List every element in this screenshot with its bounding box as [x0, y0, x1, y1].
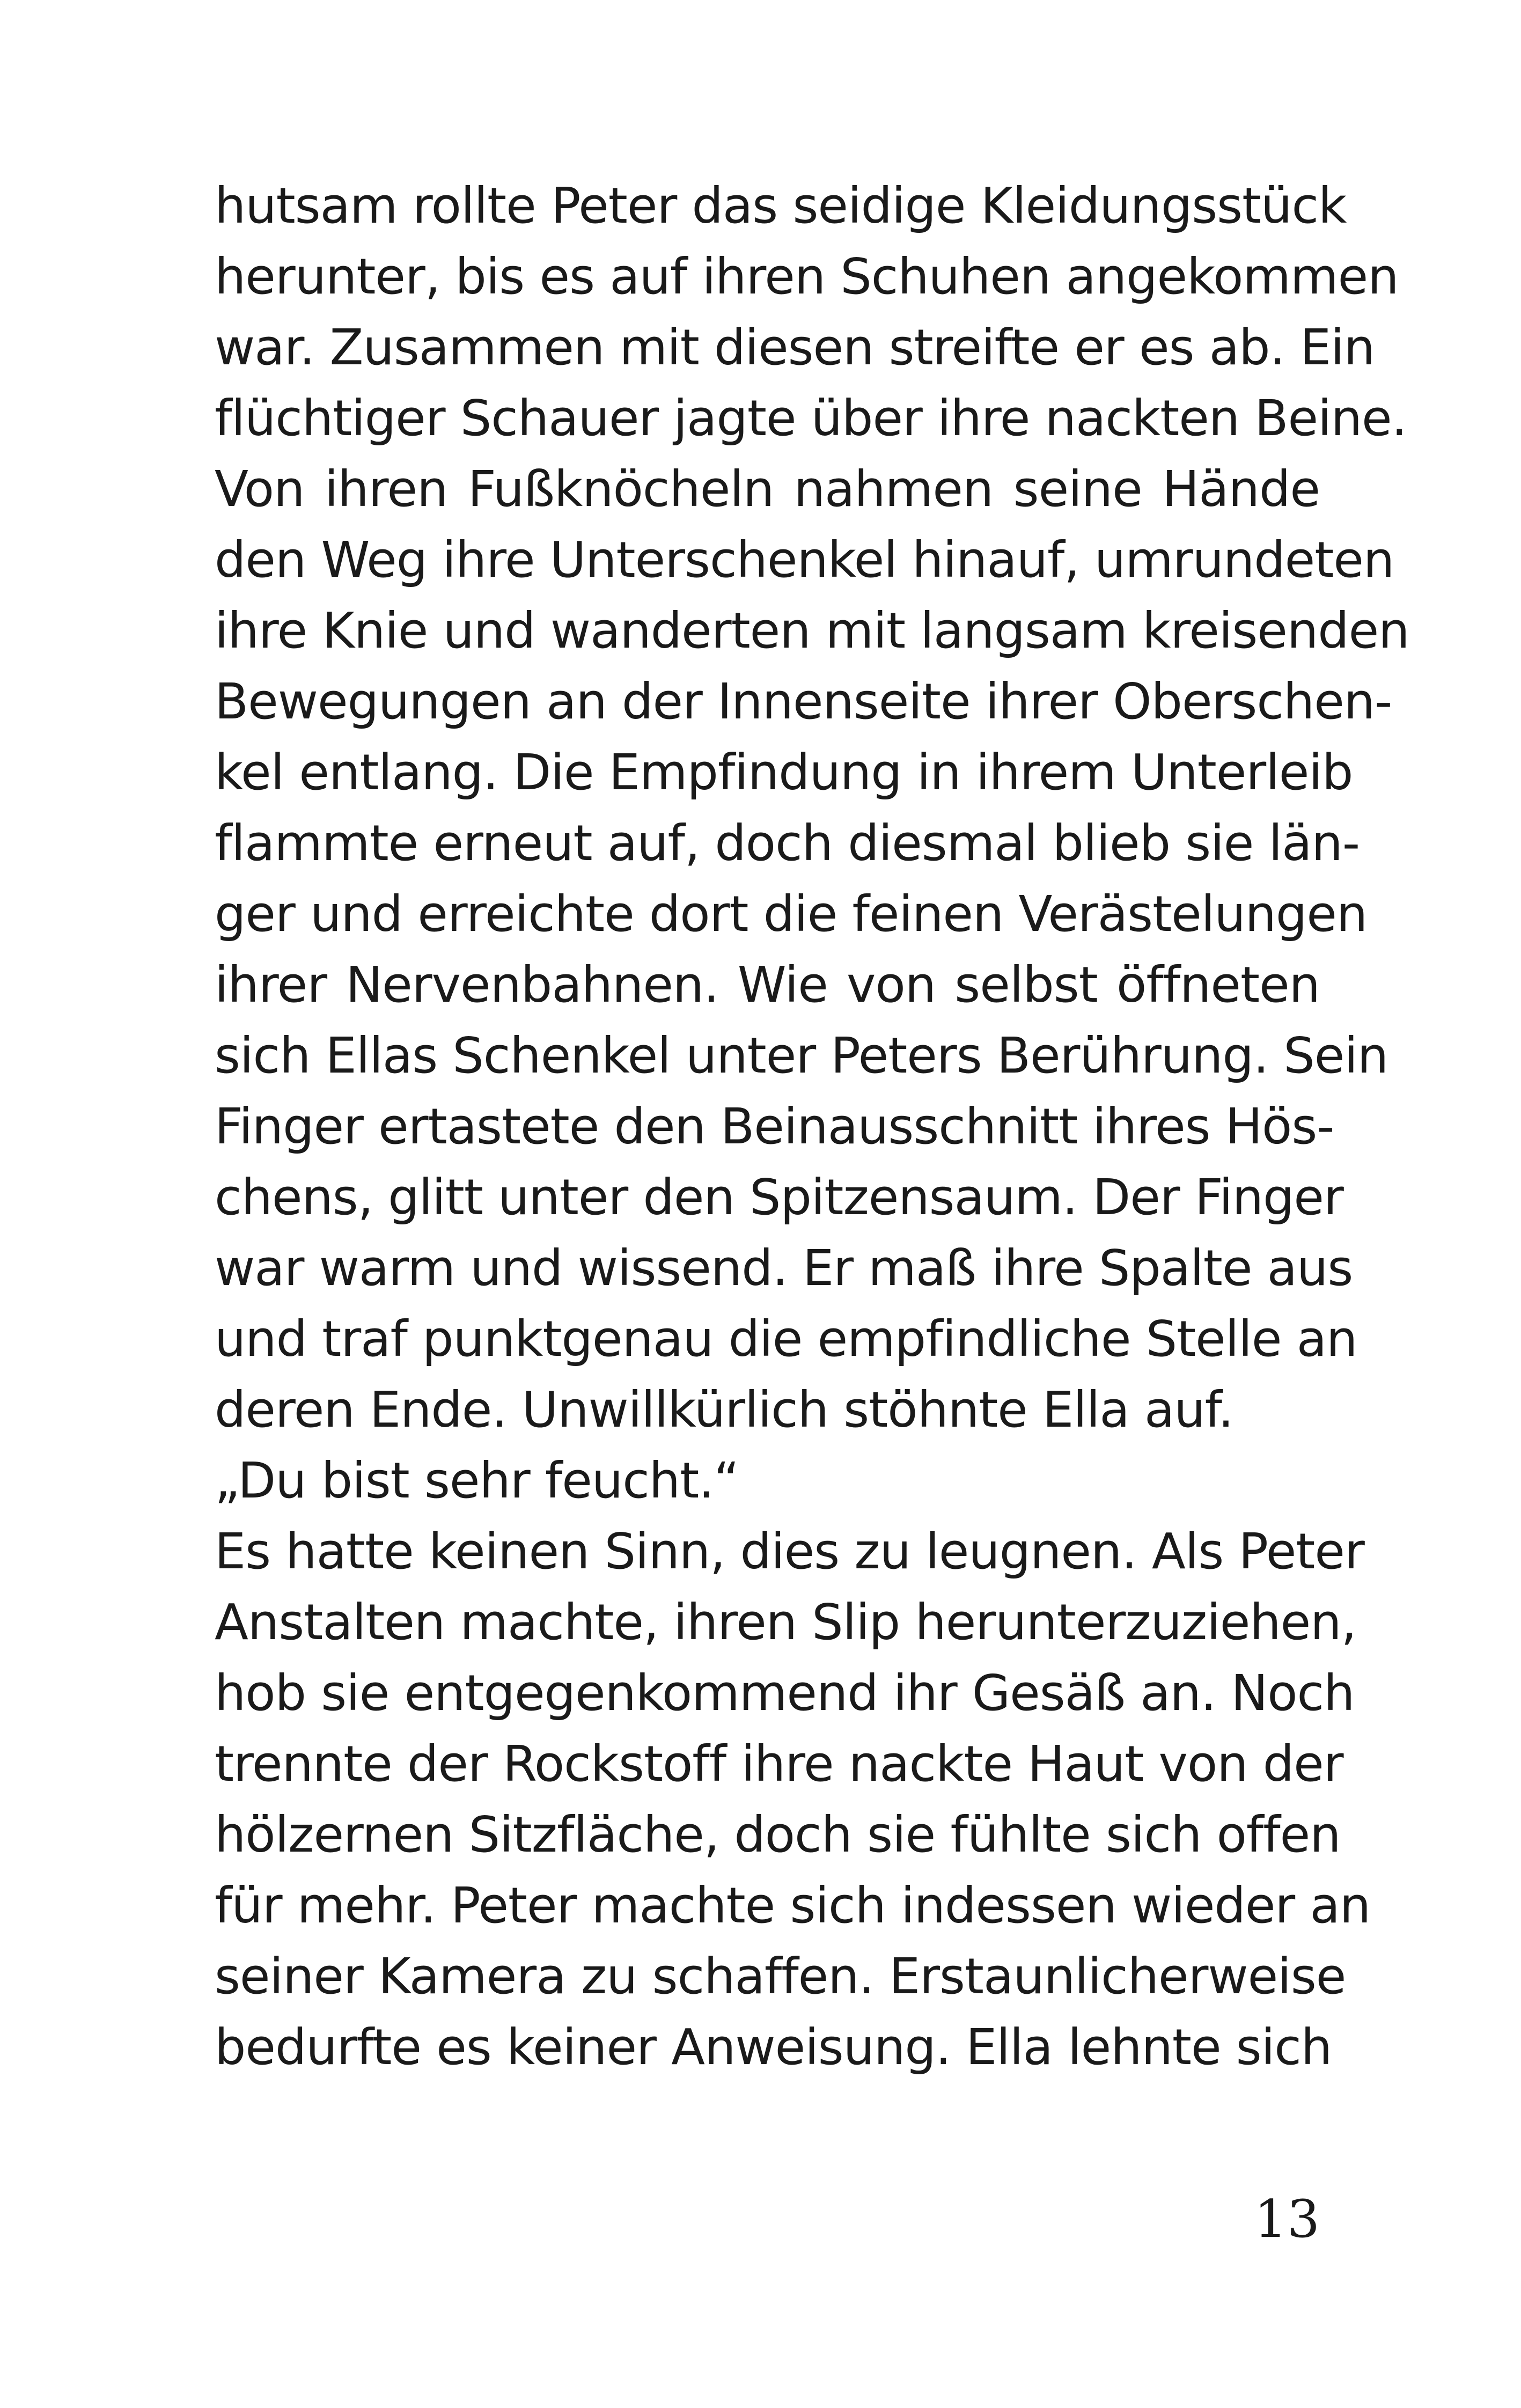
- text-line: chens, glitt unter den Spitzensaum. Der Finger: [215, 1169, 1343, 1226]
- text-line: für mehr. Peter machte sich indessen wieder an: [215, 1877, 1371, 1934]
- page-number: 13: [1254, 2189, 1320, 2249]
- text-line: war. Zusammen mit diesen streifte er es ab. Ein: [215, 319, 1375, 376]
- text-line: Bewegungen an der Innenseite ihrer Oberschen-: [215, 673, 1392, 730]
- text-line: hob sie entgegenkommend ihr Gesäß an. Noch: [215, 1664, 1355, 1722]
- text-line: und traf punktgenau die empfindliche Stelle an: [215, 1310, 1357, 1368]
- text-line: trennte der Rockstoff ihre nackte Haut von der: [215, 1735, 1343, 1793]
- text-line: Anstalten machte, ihren Slip herunterzuziehen,: [215, 1594, 1356, 1651]
- text-line: ihre Knie und wanderten mit langsam kreisenden: [215, 602, 1409, 659]
- body-text: [215, 171, 1409, 2083]
- text-line: hölzernen Sitzfläche, doch sie fühlte sich offen: [215, 1806, 1341, 1863]
- text-line: sich Ellas Schenkel unter Peters Berührung. Sein: [215, 1027, 1388, 1084]
- text-line: Von ihren Fußknöcheln nahmen seine Hände: [215, 460, 1320, 518]
- text-line: war warm und wissend. Er maß ihre Spalte aus: [215, 1239, 1353, 1297]
- text-line: ger und erreichte dort die feinen Verästelungen: [215, 885, 1368, 943]
- text-line: ihrer Nervenbahnen. Wie von selbst öffneten: [215, 956, 1320, 1014]
- text-line: den Weg ihre Unterschenkel hinauf, umrundeten: [215, 531, 1394, 589]
- text-line: bedurfte es keiner Anweisung. Ella lehnte sich: [215, 2018, 1332, 2076]
- text-line: flüchtiger Schauer jagte über ihre nackten Beine.: [215, 390, 1407, 447]
- text-line: kel entlang. Die Empfindung in ihrem Unterleib: [215, 744, 1353, 801]
- dialogue-line: „Du bist sehr feucht.“: [215, 1452, 739, 1509]
- text-line: Es hatte keinen Sinn, dies zu leugnen. Als Peter: [215, 1523, 1364, 1580]
- text-line: hutsam rollte Peter das seidige Kleidungsstück: [215, 177, 1347, 234]
- text-line: Finger ertastete den Beinausschnitt ihres Hös-: [215, 1098, 1334, 1155]
- text-line: deren Ende. Unwillkürlich stöhnte Ella auf.: [215, 1381, 1233, 1438]
- text-line: herunter, bis es auf ihren Schuhen angekommen: [215, 248, 1399, 305]
- text-line: seiner Kamera zu schaffen. Erstaunlicherweise: [215, 1948, 1346, 2005]
- text-line: flammte erneut auf, doch diesmal blieb sie län-: [215, 814, 1360, 872]
